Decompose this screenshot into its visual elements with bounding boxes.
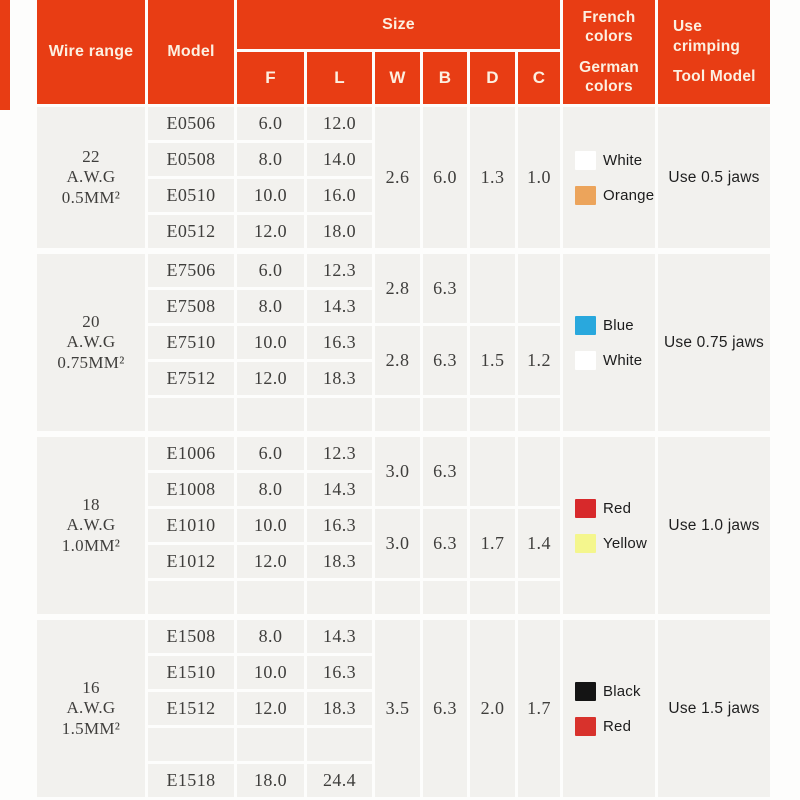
swatch-row <box>575 499 631 518</box>
size-l-cell: 12.3 <box>307 437 372 470</box>
size-f-cell: 12.0 <box>237 545 304 578</box>
swatch-label: Black <box>603 682 641 700</box>
size-d-cell-empty <box>470 254 515 323</box>
header-col-c: C <box>518 52 560 104</box>
wire-awg: A.W.G <box>66 698 116 718</box>
tool-cell: Use 1.5 jaws <box>658 620 770 797</box>
size-l-cell-empty <box>307 581 372 614</box>
swatch-orange <box>575 186 596 205</box>
wire-mm: 1.0MM² <box>61 535 121 555</box>
header-colors <box>563 0 655 104</box>
header-use-crimping: Use crimping <box>673 18 741 55</box>
size-c-cell-empty <box>518 437 560 506</box>
wire-mm: 0.75MM² <box>57 352 125 372</box>
wire-mm: 1.5MM² <box>61 718 121 738</box>
swatch-label: Red <box>603 499 632 517</box>
size-c-cell-empty <box>518 398 560 431</box>
size-w-cell-empty <box>375 581 420 614</box>
swatch-red <box>575 499 596 518</box>
size-f-cell: 10.0 <box>237 509 304 542</box>
colors-cell <box>563 107 655 248</box>
size-l-cell: 18.3 <box>307 545 372 578</box>
size-f-cell: 6.0 <box>237 107 304 140</box>
wire-gauge: 20 <box>82 311 100 331</box>
spec-table <box>37 0 770 797</box>
model-cell: E7508 <box>148 290 234 323</box>
size-c-cell-empty <box>518 254 560 323</box>
wire-gauge: 16 <box>82 677 100 697</box>
swatch-red <box>575 717 596 736</box>
swatch-label: White <box>603 151 643 169</box>
size-l-cell: 16.3 <box>307 509 372 542</box>
header-col-l: L <box>307 52 372 104</box>
model-cell: E0506 <box>148 107 234 140</box>
swatch-black <box>575 682 596 701</box>
swatch-white <box>575 151 596 170</box>
size-d-cell: 2.0 <box>470 620 515 797</box>
wire-awg: A.W.G <box>66 515 116 535</box>
size-l-cell: 16.0 <box>307 179 372 212</box>
swatch-row <box>575 316 634 335</box>
header-size: Size <box>237 0 560 49</box>
swatch-row <box>575 717 631 736</box>
size-f-cell: 8.0 <box>237 290 304 323</box>
size-w-cell: 3.0 <box>375 509 420 578</box>
size-b-cell-empty <box>423 398 467 431</box>
model-cell: E1006 <box>148 437 234 470</box>
model-cell: E1518 <box>148 764 234 797</box>
size-f-cell: 8.0 <box>237 143 304 176</box>
size-b-cell: 6.3 <box>423 620 467 797</box>
size-f-cell: 12.0 <box>237 215 304 248</box>
wire-awg: A.W.G <box>66 167 116 187</box>
wire-gauge: 18 <box>82 494 100 514</box>
model-cell: E7506 <box>148 254 234 287</box>
size-d-cell-empty <box>470 581 515 614</box>
size-f-cell: 10.0 <box>237 326 304 359</box>
header-wire-range: Wire range <box>37 0 145 104</box>
size-l-cell: 14.3 <box>307 620 372 653</box>
size-l-cell: 16.3 <box>307 656 372 689</box>
size-c-cell: 1.0 <box>518 107 560 248</box>
model-cell-empty <box>148 728 234 761</box>
size-c-cell-empty <box>518 581 560 614</box>
size-b-cell-empty <box>423 581 467 614</box>
header-col-f: F <box>237 52 304 104</box>
model-cell: E0508 <box>148 143 234 176</box>
size-l-cell: 16.3 <box>307 326 372 359</box>
size-l-cell: 14.3 <box>307 473 372 506</box>
size-d-cell-empty <box>470 398 515 431</box>
swatch-row <box>575 682 641 701</box>
wire-range-cell <box>37 620 145 797</box>
swatch-label: Blue <box>603 316 634 334</box>
wire-range-cell <box>37 254 145 431</box>
header-col-b: B <box>423 52 467 104</box>
size-l-cell: 14.0 <box>307 143 372 176</box>
model-cell-empty <box>148 581 234 614</box>
swatch-row <box>575 351 642 370</box>
swatch-blue <box>575 316 596 335</box>
wire-mm: 0.5MM² <box>61 187 121 207</box>
header-german-colors: German colors <box>579 58 639 95</box>
swatch-label: Red <box>603 717 632 735</box>
size-l-cell: 18.0 <box>307 215 372 248</box>
model-cell: E7512 <box>148 362 234 395</box>
size-f-cell: 12.0 <box>237 692 304 725</box>
size-b-cell: 6.0 <box>423 107 467 248</box>
size-f-cell-empty <box>237 398 304 431</box>
size-l-cell-empty <box>307 728 372 761</box>
size-w-cell: 2.6 <box>375 107 420 248</box>
wire-gauge: 22 <box>82 146 100 166</box>
size-d-cell: 1.7 <box>470 509 515 578</box>
model-cell: E1512 <box>148 692 234 725</box>
size-l-cell-empty <box>307 398 372 431</box>
size-c-cell: 1.2 <box>518 326 560 395</box>
tool-cell: Use 1.0 jaws <box>658 437 770 614</box>
size-f-cell: 18.0 <box>237 764 304 797</box>
model-cell: E1012 <box>148 545 234 578</box>
model-cell-empty <box>148 398 234 431</box>
size-f-cell: 6.0 <box>237 437 304 470</box>
swatch-label: Orange <box>603 186 655 204</box>
swatch-row <box>575 186 654 205</box>
colors-cell <box>563 254 655 431</box>
model-cell: E1010 <box>148 509 234 542</box>
size-f-cell: 10.0 <box>237 656 304 689</box>
model-cell: E0512 <box>148 215 234 248</box>
header-tool <box>658 0 770 104</box>
model-cell: E1510 <box>148 656 234 689</box>
tool-cell: Use 0.5 jaws <box>658 107 770 248</box>
swatch-white <box>575 351 596 370</box>
size-l-cell: 12.3 <box>307 254 372 287</box>
size-c-cell: 1.4 <box>518 509 560 578</box>
size-f-cell: 8.0 <box>237 473 304 506</box>
swatch-row <box>575 534 647 553</box>
size-f-cell-empty <box>237 728 304 761</box>
size-c-cell: 1.7 <box>518 620 560 797</box>
size-f-cell: 10.0 <box>237 179 304 212</box>
swatch-label: White <box>603 351 643 369</box>
size-l-cell: 18.3 <box>307 362 372 395</box>
size-d-cell: 1.5 <box>470 326 515 395</box>
header-tool-model: Tool Model <box>673 68 756 86</box>
wire-range-cell <box>37 437 145 614</box>
header-french-colors: French colors <box>582 8 636 46</box>
wire-awg: A.W.G <box>66 332 116 352</box>
size-f-cell: 8.0 <box>237 620 304 653</box>
size-l-cell: 14.3 <box>307 290 372 323</box>
size-l-cell: 18.3 <box>307 692 372 725</box>
size-b-cell: 6.3 <box>423 509 467 578</box>
colors-cell <box>563 620 655 797</box>
colors-cell <box>563 437 655 614</box>
header-model: Model <box>148 0 234 104</box>
size-f-cell: 6.0 <box>237 254 304 287</box>
swatch-yellow <box>575 534 596 553</box>
size-d-cell: 1.3 <box>470 107 515 248</box>
size-f-cell-empty <box>237 581 304 614</box>
tool-cell: Use 0.75 jaws <box>658 254 770 431</box>
size-w-cell: 2.8 <box>375 326 420 395</box>
size-l-cell: 12.0 <box>307 107 372 140</box>
swatch-label: Yellow <box>603 534 648 552</box>
model-cell: E7510 <box>148 326 234 359</box>
size-w-cell: 2.8 <box>375 254 420 323</box>
photo-edge-red-strip <box>0 0 10 110</box>
size-d-cell-empty <box>470 437 515 506</box>
header-col-d: D <box>470 52 515 104</box>
model-cell: E0510 <box>148 179 234 212</box>
size-l-cell: 24.4 <box>307 764 372 797</box>
size-b-cell: 6.3 <box>423 254 467 323</box>
size-w-cell-empty <box>375 398 420 431</box>
size-b-cell: 6.3 <box>423 437 467 506</box>
size-f-cell: 12.0 <box>237 362 304 395</box>
model-cell: E1508 <box>148 620 234 653</box>
model-cell: E1008 <box>148 473 234 506</box>
size-w-cell: 3.0 <box>375 437 420 506</box>
wire-range-cell <box>37 107 145 248</box>
swatch-row <box>575 151 642 170</box>
header-col-w: W <box>375 52 420 104</box>
size-b-cell: 6.3 <box>423 326 467 395</box>
size-w-cell: 3.5 <box>375 620 420 797</box>
